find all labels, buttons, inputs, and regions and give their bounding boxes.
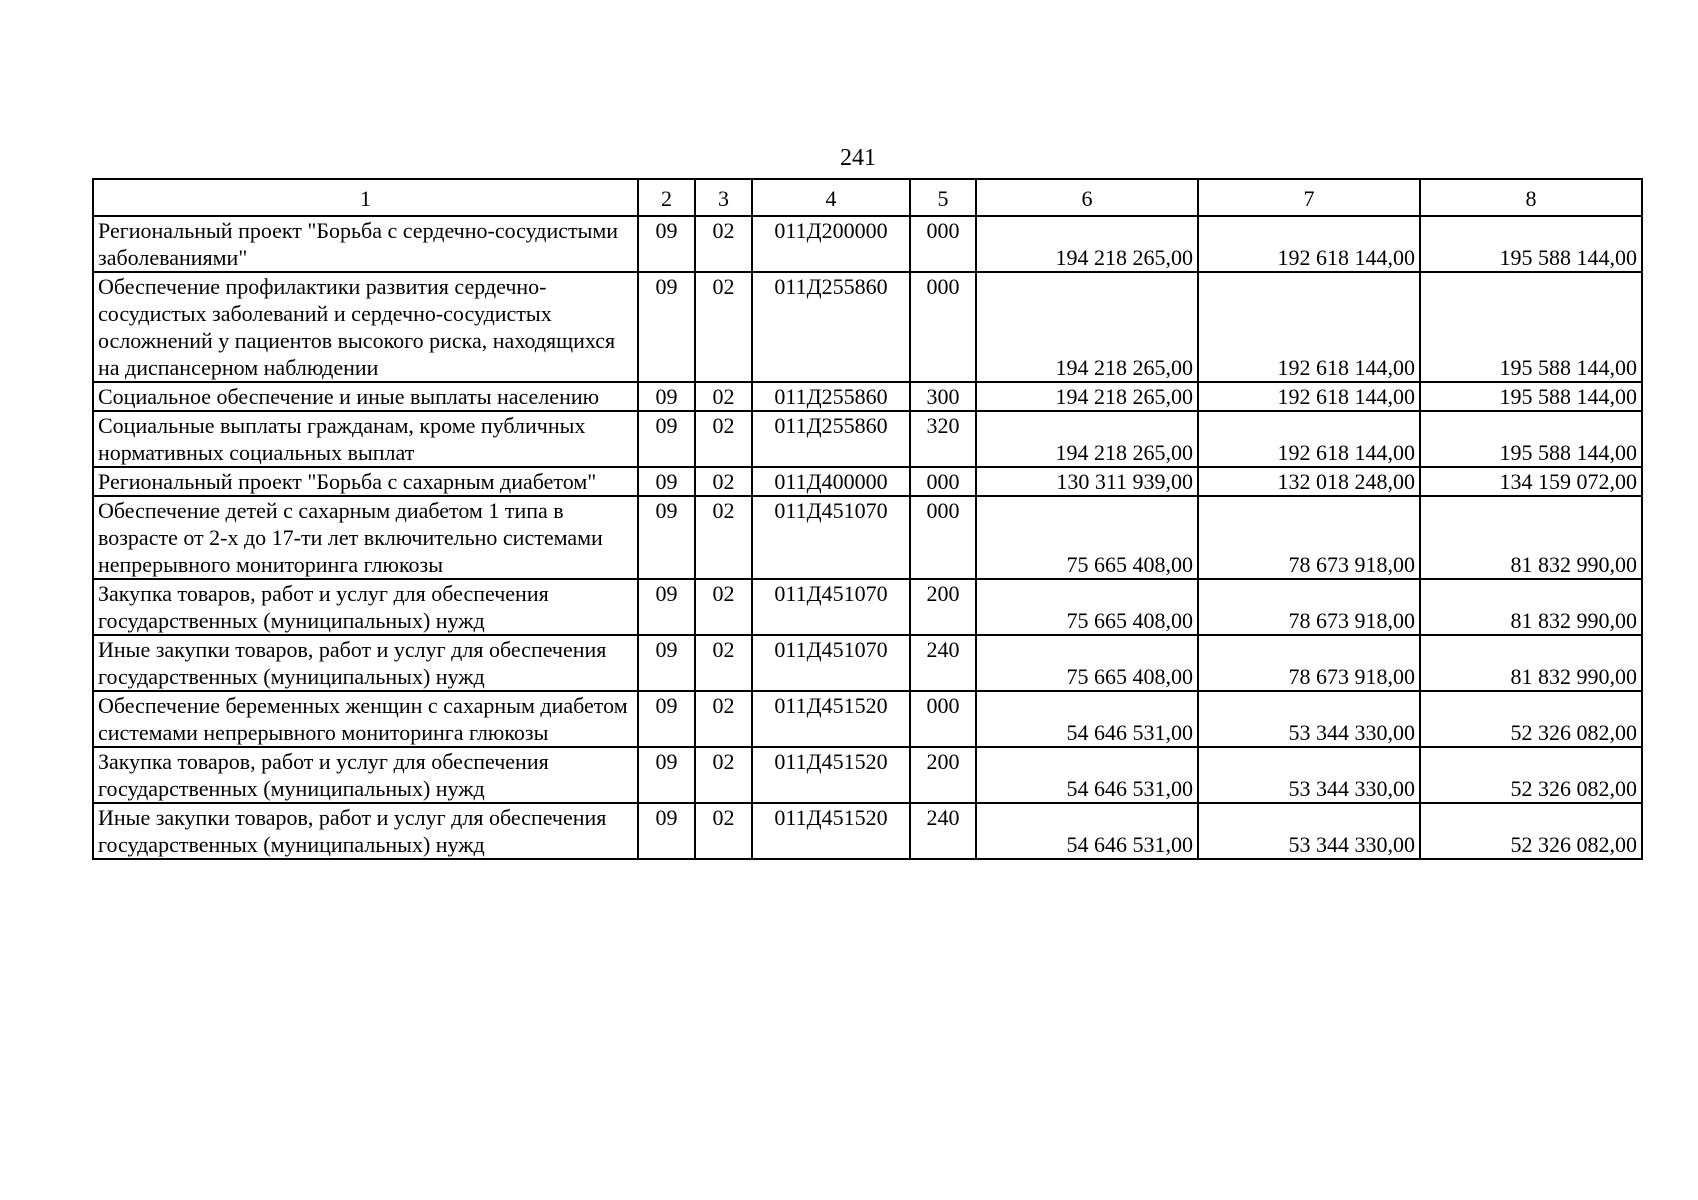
row-name-cell: Обеспечение беременных женщин с сахарным диабетом системами непрерывного мониторинга глюкозы (93, 691, 638, 747)
target-code-cell: 011Д451070 (752, 579, 910, 635)
expense-type-cell: 000 (910, 496, 976, 579)
amount-col8-cell: 52 326 082,00 (1420, 747, 1642, 803)
row-name-cell: Закупка товаров, работ и услуг для обеспечения государственных (муниципальных) нужд (93, 579, 638, 635)
target-code-cell: 011Д255860 (752, 411, 910, 467)
section-code-cell: 09 (638, 216, 695, 272)
subsection-code-cell: 02 (695, 467, 752, 496)
section-code-cell: 09 (638, 579, 695, 635)
table-row (93, 747, 1642, 803)
section-code-cell: 09 (638, 272, 695, 382)
amount-col7-cell: 132 018 248,00 (1198, 467, 1420, 496)
table-header-row (93, 179, 1642, 216)
expense-type-cell: 000 (910, 216, 976, 272)
section-code-cell: 09 (638, 382, 695, 411)
row-name-cell: Региональный проект "Борьба с сердечно-сосудистыми заболеваниями" (93, 216, 638, 272)
header-cell: 7 (1198, 179, 1420, 216)
amount-col6-cell: 194 218 265,00 (976, 411, 1198, 467)
row-name-cell: Закупка товаров, работ и услуг для обеспечения государственных (муниципальных) нужд (93, 747, 638, 803)
subsection-code-cell: 02 (695, 496, 752, 579)
table-row (93, 496, 1642, 579)
amount-col6-cell: 75 665 408,00 (976, 635, 1198, 691)
subsection-code-cell: 02 (695, 272, 752, 382)
table-row (93, 635, 1642, 691)
expense-type-cell: 300 (910, 382, 976, 411)
row-name-cell: Региональный проект "Борьба с сахарным диабетом" (93, 467, 638, 496)
expense-type-cell: 000 (910, 467, 976, 496)
table-row (93, 579, 1642, 635)
amount-col6-cell: 54 646 531,00 (976, 747, 1198, 803)
amount-col8-cell: 52 326 082,00 (1420, 691, 1642, 747)
target-code-cell: 011Д451520 (752, 747, 910, 803)
target-code-cell: 011Д451070 (752, 635, 910, 691)
amount-col8-cell: 195 588 144,00 (1420, 382, 1642, 411)
target-code-cell: 011Д451070 (752, 496, 910, 579)
amount-col6-cell: 194 218 265,00 (976, 382, 1198, 411)
amount-col7-cell: 78 673 918,00 (1198, 579, 1420, 635)
amount-col8-cell: 52 326 082,00 (1420, 803, 1642, 859)
subsection-code-cell: 02 (695, 579, 752, 635)
subsection-code-cell: 02 (695, 747, 752, 803)
section-code-cell: 09 (638, 635, 695, 691)
amount-col7-cell: 192 618 144,00 (1198, 411, 1420, 467)
target-code-cell: 011Д255860 (752, 382, 910, 411)
amount-col7-cell: 78 673 918,00 (1198, 496, 1420, 579)
amount-col8-cell: 134 159 072,00 (1420, 467, 1642, 496)
amount-col6-cell: 194 218 265,00 (976, 216, 1198, 272)
row-name-cell: Обеспечение профилактики развития сердечно-сосудистых заболеваний и сердечно-сосудистых осложнений у пациентов высокого риска, находящихся на диспансерном наблюдении (93, 272, 638, 382)
expense-type-cell: 000 (910, 272, 976, 382)
subsection-code-cell: 02 (695, 635, 752, 691)
header-cell: 8 (1420, 179, 1642, 216)
target-code-cell: 011Д451520 (752, 691, 910, 747)
amount-col7-cell: 53 344 330,00 (1198, 803, 1420, 859)
amount-col7-cell: 192 618 144,00 (1198, 216, 1420, 272)
amount-col7-cell: 53 344 330,00 (1198, 691, 1420, 747)
section-code-cell: 09 (638, 411, 695, 467)
amount-col6-cell: 54 646 531,00 (976, 803, 1198, 859)
table-row (93, 216, 1642, 272)
section-code-cell: 09 (638, 467, 695, 496)
amount-col6-cell: 54 646 531,00 (976, 691, 1198, 747)
row-name-cell: Иные закупки товаров, работ и услуг для обеспечения государственных (муниципальных) нужд (93, 635, 638, 691)
row-name-cell: Социальные выплаты гражданам, кроме публичных нормативных социальных выплат (93, 411, 638, 467)
subsection-code-cell: 02 (695, 803, 752, 859)
table-row (93, 411, 1642, 467)
section-code-cell: 09 (638, 496, 695, 579)
header-cell: 3 (695, 179, 752, 216)
amount-col6-cell: 130 311 939,00 (976, 467, 1198, 496)
amount-col8-cell: 81 832 990,00 (1420, 579, 1642, 635)
header-cell: 4 (752, 179, 910, 216)
table-row (93, 272, 1642, 382)
amount-col7-cell: 192 618 144,00 (1198, 382, 1420, 411)
amount-col7-cell: 53 344 330,00 (1198, 747, 1420, 803)
subsection-code-cell: 02 (695, 691, 752, 747)
amount-col6-cell: 75 665 408,00 (976, 496, 1198, 579)
subsection-code-cell: 02 (695, 382, 752, 411)
amount-col6-cell: 194 218 265,00 (976, 272, 1198, 382)
subsection-code-cell: 02 (695, 216, 752, 272)
expense-type-cell: 320 (910, 411, 976, 467)
page-number: 241 (840, 145, 876, 171)
amount-col8-cell: 195 588 144,00 (1420, 216, 1642, 272)
row-name-cell: Социальное обеспечение и иные выплаты населению (93, 382, 638, 411)
table-row (93, 467, 1642, 496)
section-code-cell: 09 (638, 803, 695, 859)
table-row (93, 691, 1642, 747)
header-cell: 6 (976, 179, 1198, 216)
amount-col8-cell: 195 588 144,00 (1420, 272, 1642, 382)
budget-table (92, 178, 1643, 860)
amount-col8-cell: 195 588 144,00 (1420, 411, 1642, 467)
table-row (93, 382, 1642, 411)
expense-type-cell: 240 (910, 635, 976, 691)
section-code-cell: 09 (638, 747, 695, 803)
amount-col8-cell: 81 832 990,00 (1420, 496, 1642, 579)
header-cell: 2 (638, 179, 695, 216)
amount-col6-cell: 75 665 408,00 (976, 579, 1198, 635)
row-name-cell: Обеспечение детей с сахарным диабетом 1 типа в возрасте от 2-х до 17-ти лет включительно системами непрерывного мониторинга глюкозы (93, 496, 638, 579)
target-code-cell: 011Д200000 (752, 216, 910, 272)
target-code-cell: 011Д400000 (752, 467, 910, 496)
expense-type-cell: 200 (910, 747, 976, 803)
header-cell: 1 (93, 179, 638, 216)
header-cell: 5 (910, 179, 976, 216)
target-code-cell: 011Д451520 (752, 803, 910, 859)
table-row (93, 803, 1642, 859)
amount-col7-cell: 78 673 918,00 (1198, 635, 1420, 691)
amount-col8-cell: 81 832 990,00 (1420, 635, 1642, 691)
row-name-cell: Иные закупки товаров, работ и услуг для обеспечения государственных (муниципальных) нужд (93, 803, 638, 859)
amount-col7-cell: 192 618 144,00 (1198, 272, 1420, 382)
subsection-code-cell: 02 (695, 411, 752, 467)
expense-type-cell: 000 (910, 691, 976, 747)
section-code-cell: 09 (638, 691, 695, 747)
expense-type-cell: 240 (910, 803, 976, 859)
target-code-cell: 011Д255860 (752, 272, 910, 382)
expense-type-cell: 200 (910, 579, 976, 635)
